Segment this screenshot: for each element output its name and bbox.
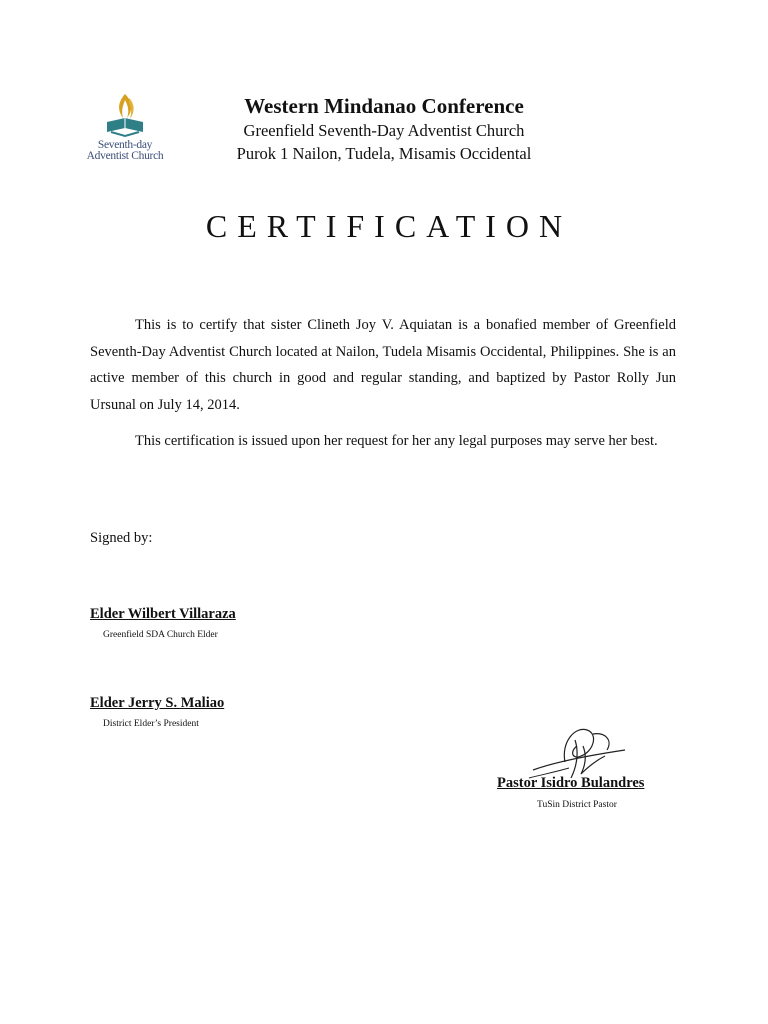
- body-paragraph-1: This is to certify that sister Clineth Joy V. Aquiatan is a bonafied member of Greenfield Seventh-Day Adventist Church located at Nailon, Tudela Misamis Occidental, Philippines. She is an active member of this church in good and regular standing, and baptized by Pastor Rolly Jun Ursunal on July 14, 2014.: [90, 317, 676, 413]
- signer-3-role: TuSin District Pastor: [537, 800, 617, 810]
- signer-2-role: District Elder’s President: [103, 719, 199, 729]
- church-address: Purok 1 Nailon, Tudela, Misamis Occidental: [236, 144, 532, 163]
- church-name: Greenfield Seventh-Day Adventist Church: [243, 121, 525, 140]
- church-logo: [64, 92, 186, 168]
- logo-text-line1: Seventh-day: [97, 139, 153, 151]
- signer-2-name: Elder Jerry S. Maliao: [90, 695, 225, 711]
- signer-1-name: Elder Wilbert Villaraza: [90, 606, 236, 622]
- signer-1-role: Greenfield SDA Church Elder: [103, 630, 218, 640]
- conference-name: Western Mindanao Conference: [244, 94, 524, 118]
- logo-text-line2: Adventist Church: [86, 150, 164, 162]
- signer-3-name: Pastor Isidro Bulandres: [497, 775, 645, 791]
- certification-body: [90, 312, 676, 465]
- body-paragraph-2: This certification is issued upon her request for her any legal purposes may serve her best.: [135, 433, 658, 449]
- letterhead: [184, 93, 584, 165]
- signed-by-label: Signed by:: [90, 530, 153, 546]
- flame-book-icon: [103, 92, 147, 138]
- document-title: CERTIFICATION: [205, 208, 573, 244]
